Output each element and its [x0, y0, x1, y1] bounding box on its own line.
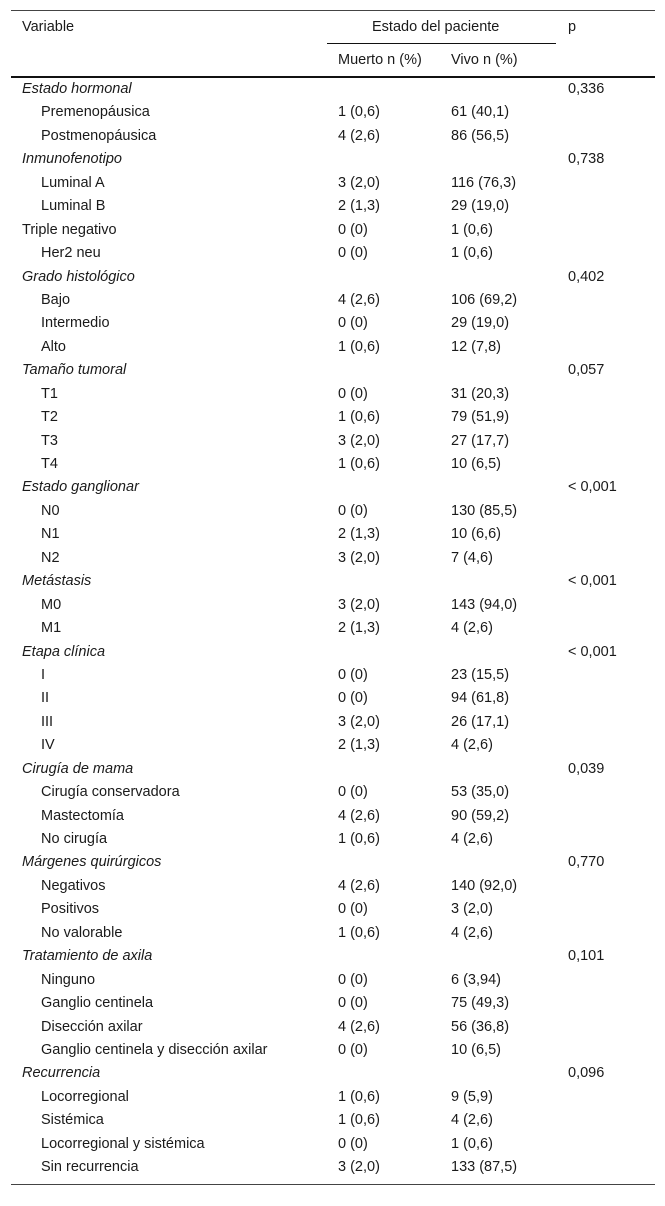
row-muerto-value: 1 (0,6) — [338, 831, 380, 847]
row-vivo-value: 86 (56,5) — [451, 127, 510, 144]
header-p: p — [568, 19, 577, 35]
header-group-rule — [327, 43, 556, 44]
row-muerto-value: 4 (2,6) — [338, 877, 380, 894]
row-variable-label: N2 — [41, 549, 60, 566]
table-row — [11, 875, 655, 898]
row-vivo-value: 90 (59,2) — [451, 807, 510, 824]
row-vivo-value: 56 (36,8) — [451, 1018, 510, 1035]
row-variable-label: I — [41, 666, 46, 683]
row-muerto-value: 2 (1,3) — [338, 620, 380, 637]
row-variable-label: Intermedio — [41, 315, 110, 332]
table-row — [11, 969, 655, 992]
table-row — [11, 453, 655, 476]
row-muerto-value: 2 (1,3) — [338, 198, 380, 215]
row-variable-label: Disección axilar — [41, 1018, 143, 1035]
row-vivo-value: 9 (5,9) — [451, 1088, 493, 1105]
table-row — [11, 758, 655, 781]
table-row — [11, 594, 655, 617]
row-muerto-value: 2 (1,3) — [338, 737, 380, 754]
row-vivo-value: 10 (6,5) — [451, 456, 501, 472]
table-row — [11, 148, 655, 171]
row-vivo-value: 10 (6,6) — [451, 526, 501, 543]
row-p-value: 0,738 — [568, 151, 605, 168]
table-row — [11, 1016, 655, 1039]
row-variable-label: Sin recurrencia — [41, 1159, 139, 1176]
row-vivo-value: 3 (2,0) — [451, 901, 493, 918]
row-muerto-value: 4 (2,6) — [338, 291, 380, 308]
header-group-estado-paciente: Estado del paciente — [372, 19, 500, 35]
table-row — [11, 641, 655, 664]
table-row — [11, 992, 655, 1015]
row-variable-label: Estado hormonal — [22, 81, 132, 97]
table-row — [11, 805, 655, 828]
row-muerto-value: 3 (2,0) — [338, 713, 380, 730]
row-variable-label: Cirugía conservadora — [41, 784, 180, 801]
row-vivo-value: 140 (92,0) — [451, 877, 518, 894]
row-variable-label: T3 — [41, 432, 58, 449]
row-variable-label: No valorable — [41, 924, 123, 941]
table-row — [11, 828, 655, 851]
table-row — [11, 172, 655, 195]
table-row — [11, 1086, 655, 1109]
table-row — [11, 125, 655, 148]
row-variable-label: Luminal A — [41, 174, 105, 191]
row-vivo-value: 26 (17,1) — [451, 713, 510, 730]
row-variable-label: Mastectomía — [41, 807, 124, 824]
row-variable-label: Ganglio centinela y disección axilar — [41, 1041, 268, 1058]
row-variable-label: Triple negativo — [22, 221, 117, 238]
row-muerto-value: 1 (0,6) — [338, 104, 380, 121]
row-p-value: 0,770 — [568, 854, 605, 871]
row-variable-label: Negativos — [41, 877, 106, 894]
row-variable-label: N0 — [41, 502, 60, 519]
table-row — [11, 289, 655, 312]
row-variable-label: Locorregional y sistémica — [41, 1135, 205, 1152]
row-vivo-value: 130 (85,5) — [451, 502, 518, 519]
row-variable-label: Etapa clínica — [22, 643, 106, 660]
row-variable-label: N1 — [41, 526, 60, 543]
table-row — [11, 430, 655, 453]
row-variable-label: No cirugía — [41, 831, 108, 847]
table-row — [11, 1039, 655, 1062]
table-row — [11, 78, 655, 101]
row-p-value: 0,057 — [568, 362, 605, 379]
row-variable-label: II — [41, 690, 50, 707]
row-variable-label: T1 — [41, 385, 58, 402]
row-muerto-value: 0 (0) — [338, 1135, 368, 1152]
row-vivo-value: 29 (19,0) — [451, 315, 510, 332]
row-variable-label: M1 — [41, 620, 62, 637]
row-muerto-value: 1 (0,6) — [338, 1088, 380, 1105]
row-vivo-value: 94 (61,8) — [451, 690, 510, 707]
row-variable-label: T2 — [41, 409, 58, 426]
row-muerto-value: 0 (0) — [338, 666, 368, 683]
row-muerto-value: 4 (2,6) — [338, 127, 380, 144]
row-muerto-value: 1 (0,6) — [338, 338, 380, 355]
row-variable-label: Ganglio centinela — [41, 995, 154, 1012]
header-variable: Variable — [22, 19, 75, 35]
row-muerto-value: 4 (2,6) — [338, 807, 380, 824]
row-muerto-value: 1 (0,6) — [338, 456, 380, 472]
table-row — [11, 1156, 655, 1179]
table-row — [11, 922, 655, 945]
table-row — [11, 219, 655, 242]
header-vivo: Vivo n (%) — [451, 52, 518, 68]
row-variable-label: Positivos — [41, 901, 100, 918]
row-vivo-value: 61 (40,1) — [451, 104, 510, 121]
row-muerto-value: 0 (0) — [338, 901, 368, 918]
table-row — [11, 266, 655, 289]
row-p-value: 0,101 — [568, 948, 605, 965]
row-muerto-value: 3 (2,0) — [338, 596, 380, 613]
row-variable-label: T4 — [41, 456, 58, 472]
row-variable-label: Grado histológico — [22, 268, 135, 285]
row-muerto-value: 2 (1,3) — [338, 526, 380, 543]
row-vivo-value: 116 (76,3) — [451, 174, 517, 191]
table-row — [11, 359, 655, 382]
row-variable-label: Ninguno — [41, 971, 96, 988]
row-vivo-value: 7 (4,6) — [451, 549, 493, 566]
table-row — [11, 781, 655, 804]
table-row — [11, 711, 655, 734]
row-variable-label: Cirugía de mama — [22, 760, 134, 777]
table-row — [11, 195, 655, 218]
row-muerto-value: 0 (0) — [338, 385, 368, 402]
row-muerto-value: 0 (0) — [338, 221, 368, 238]
row-variable-label: Tamaño tumoral — [22, 362, 127, 379]
table-row — [11, 101, 655, 124]
row-variable-label: Bajo — [41, 291, 71, 308]
table-row — [11, 570, 655, 593]
row-vivo-value: 79 (51,9) — [451, 409, 510, 426]
row-muerto-value: 0 (0) — [338, 971, 368, 988]
row-vivo-value: 75 (49,3) — [451, 995, 510, 1012]
row-muerto-value: 4 (2,6) — [338, 1018, 380, 1035]
row-vivo-value: 4 (2,6) — [451, 737, 493, 754]
row-muerto-value: 1 (0,6) — [338, 924, 380, 941]
table-body — [11, 78, 655, 1180]
table-row — [11, 383, 655, 406]
table-top-rule — [11, 10, 655, 11]
row-muerto-value: 0 (0) — [338, 1041, 368, 1058]
row-p-value: 0,336 — [568, 81, 605, 97]
table-row — [11, 476, 655, 499]
table-row — [11, 406, 655, 429]
row-p-value: 0,039 — [568, 760, 605, 777]
table-row — [11, 1133, 655, 1156]
row-muerto-value: 0 (0) — [338, 995, 368, 1012]
row-p-value: 0,096 — [568, 1065, 605, 1082]
row-muerto-value: 3 (2,0) — [338, 174, 380, 191]
row-vivo-value: 27 (17,7) — [451, 432, 510, 449]
row-variable-label: Márgenes quirúrgicos — [22, 854, 162, 871]
table-bottom-rule — [11, 1184, 655, 1185]
table-row — [11, 734, 655, 757]
row-variable-label: Recurrencia — [22, 1065, 101, 1082]
table-row — [11, 1062, 655, 1085]
row-p-value: < 0,001 — [568, 573, 617, 590]
row-variable-label: Metástasis — [22, 573, 92, 590]
row-variable-label: III — [41, 713, 54, 730]
row-muerto-value: 1 (0,6) — [338, 1112, 380, 1129]
row-vivo-value: 4 (2,6) — [451, 831, 493, 847]
table-row — [11, 664, 655, 687]
table-row — [11, 523, 655, 546]
table-row — [11, 851, 655, 874]
table-row — [11, 687, 655, 710]
row-vivo-value: 1 (0,6) — [451, 245, 493, 262]
row-vivo-value: 29 (19,0) — [451, 198, 510, 215]
row-vivo-value: 10 (6,5) — [451, 1041, 501, 1058]
row-variable-label: IV — [41, 737, 55, 754]
header-muerto: Muerto n (%) — [338, 52, 422, 68]
row-p-value: < 0,001 — [568, 643, 617, 660]
row-vivo-value: 4 (2,6) — [451, 620, 493, 637]
row-vivo-value: 1 (0,6) — [451, 1135, 493, 1152]
row-variable-label: Inmunofenotipo — [22, 151, 122, 168]
row-variable-label: Locorregional — [41, 1088, 129, 1105]
table-row — [11, 336, 655, 359]
row-vivo-value: 4 (2,6) — [451, 1112, 493, 1129]
row-muerto-value: 0 (0) — [338, 315, 368, 332]
row-vivo-value: 4 (2,6) — [451, 924, 493, 941]
row-p-value: 0,402 — [568, 268, 605, 285]
row-p-value: < 0,001 — [568, 479, 617, 496]
row-variable-label: Postmenopáusica — [41, 127, 157, 144]
row-variable-label: Her2 neu — [41, 245, 101, 262]
table-row — [11, 1109, 655, 1132]
table-row — [11, 547, 655, 570]
table-row — [11, 898, 655, 921]
row-variable-label: M0 — [41, 596, 62, 613]
table-row — [11, 617, 655, 640]
table-row — [11, 312, 655, 335]
row-muerto-value: 0 (0) — [338, 245, 368, 262]
row-variable-label: Estado ganglionar — [22, 479, 139, 496]
row-muerto-value: 0 (0) — [338, 690, 368, 707]
row-vivo-value: 106 (69,2) — [451, 291, 518, 308]
row-variable-label: Tratamiento de axila — [22, 948, 153, 965]
row-vivo-value: 23 (15,5) — [451, 666, 510, 683]
row-variable-label: Luminal B — [41, 198, 106, 215]
row-variable-label: Premenopáusica — [41, 104, 150, 121]
row-muerto-value: 0 (0) — [338, 784, 368, 801]
row-variable-label: Sistémica — [41, 1112, 104, 1129]
table-row — [11, 242, 655, 265]
row-variable-label: Alto — [41, 338, 66, 355]
table-row — [11, 945, 655, 968]
row-vivo-value: 31 (20,3) — [451, 385, 510, 402]
row-muerto-value: 0 (0) — [338, 502, 368, 519]
row-vivo-value: 143 (94,0) — [451, 596, 518, 613]
row-muerto-value: 3 (2,0) — [338, 549, 380, 566]
row-vivo-value: 12 (7,8) — [451, 338, 501, 355]
row-vivo-value: 1 (0,6) — [451, 221, 493, 238]
row-muerto-value: 1 (0,6) — [338, 409, 380, 426]
row-vivo-value: 133 (87,5) — [451, 1159, 518, 1176]
table-row — [11, 500, 655, 523]
row-vivo-value: 53 (35,0) — [451, 784, 510, 801]
row-muerto-value: 3 (2,0) — [338, 432, 380, 449]
row-muerto-value: 3 (2,0) — [338, 1159, 380, 1176]
row-vivo-value: 6 (3,94) — [451, 971, 501, 988]
